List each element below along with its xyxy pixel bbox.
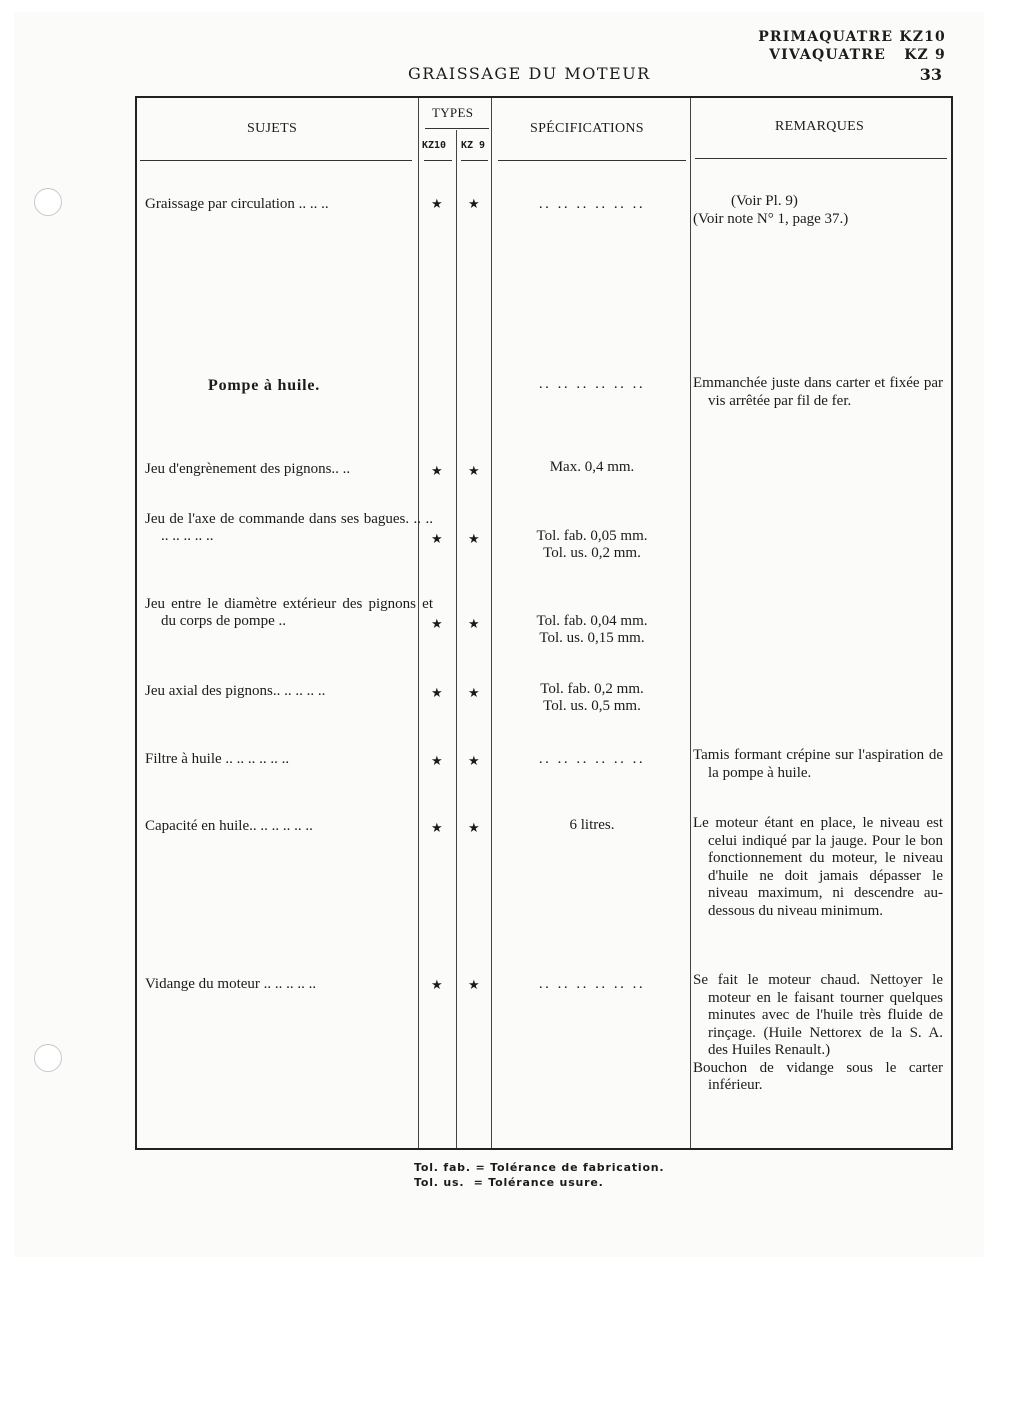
column-divider (456, 130, 457, 1148)
model-header (758, 28, 946, 64)
punch-hole (34, 188, 62, 216)
table-row-spec: .. .. .. .. .. .. (538, 376, 646, 392)
table-row-spec: .. .. .. .. .. .. (538, 976, 646, 992)
header-rule (695, 158, 947, 159)
star-kz9: ★ (468, 977, 480, 992)
table-row-remark (693, 193, 943, 228)
header-rule (461, 160, 488, 161)
table-row-subject: Vidange du moteur .. .. .. .. .. (145, 976, 317, 992)
table-row-subject: Capacité en huile.. .. .. .. .. .. (145, 818, 313, 834)
table-row-subject: Graissage par circulation .. .. .. (145, 196, 329, 212)
remark-text: Emmanchée juste dans carter et fixée par vis arrêtée par fil de fer. (693, 375, 943, 409)
table-row-subject: Jeu de l'axe de commande dans ses bagues. .. .. .. .. .. .. .. (145, 511, 433, 544)
star-kz9: ★ (468, 616, 480, 631)
model-line-2: VIVAQUATRE KZ 9 (769, 47, 946, 63)
header-rule (425, 128, 489, 129)
star-kz10: ★ (431, 977, 443, 992)
star-kz10: ★ (431, 753, 443, 768)
star-kz10: ★ (431, 685, 443, 700)
star-kz10: ★ (431, 463, 443, 478)
footnote-line: Tol. fab. = Tolérance de fabrication. (414, 1161, 665, 1174)
spec-line: Tol. fab. 0,2 mm. (540, 681, 644, 697)
remark-text: Se fait le moteur chaud. Nettoyer le moteur en le faisant tourner quelques minutes avec de l'huile très fluide de rinçage. (Huile Nettorex de la S. A. des Huiles Renault.) (693, 972, 943, 1058)
table-row-remark (693, 747, 943, 782)
table-row-spec: .. .. .. .. .. .. (538, 751, 646, 767)
table-row-remark (693, 972, 943, 1095)
star-kz9: ★ (468, 820, 480, 835)
remark-text: Bouchon de vidange sous le carter inférieur. (693, 1059, 943, 1093)
star-kz9: ★ (468, 531, 480, 546)
star-kz9: ★ (468, 196, 480, 211)
star-kz10: ★ (431, 531, 443, 546)
star-kz10: ★ (431, 616, 443, 631)
header-rule (498, 160, 686, 161)
spec-line: Tol. fab. 0,04 mm. (536, 613, 648, 629)
remark-text: Tamis formant crépine sur l'aspiration de la pompe à huile. (693, 747, 943, 781)
header-subjects: SUJETS (247, 121, 298, 136)
table-row-subject: Filtre à huile .. .. .. .. .. .. (145, 751, 290, 767)
header-specifications: SPÉCIFICATIONS (530, 121, 644, 136)
table-row-spec: 6 litres. (569, 817, 615, 833)
table-row-spec (498, 613, 686, 647)
header-kz10: KZ10 (422, 140, 447, 151)
table-row-remark (693, 375, 943, 410)
table-row-remark (693, 815, 943, 920)
table-row-spec: Max. 0,4 mm. (549, 459, 635, 475)
table-row-subject: Jeu entre le diamètre extérieur des pignons et du corps de pompe .. (145, 596, 433, 629)
remark-text: Le moteur étant en place, le niveau est celui indiqué par la jauge. Pour le bon fonctionnement du moteur, le niveau d'huile ne doit jamais dépasser le niveau maximum, ni descendre au-dessous du niveau minimum. (693, 815, 943, 919)
table-row-subject: Jeu d'engrènement des pignons.. .. (145, 461, 351, 477)
table-row-spec: .. .. .. .. .. .. (538, 196, 646, 212)
remark-line: (Voir note N° 1, page 37.) (693, 210, 849, 227)
table-row-spec (498, 528, 686, 562)
punch-hole (34, 1044, 62, 1072)
star-kz10: ★ (431, 820, 443, 835)
header-rule (140, 160, 412, 161)
spec-line: Tol. us. 0,15 mm. (539, 630, 645, 646)
header-kz9: KZ 9 (461, 140, 486, 151)
spec-line: Tol. us. 0,2 mm. (543, 545, 641, 561)
page-number: 33 (919, 65, 942, 84)
star-kz9: ★ (468, 463, 480, 478)
spec-line: Tol. fab. 0,05 mm. (536, 528, 648, 544)
star-kz10: ★ (431, 196, 443, 211)
star-kz9: ★ (468, 685, 480, 700)
footnote-line: Tol. us. = Tolérance usure. (414, 1176, 604, 1189)
model-line-1: PRIMAQUATRE KZ10 (758, 29, 946, 45)
header-remarks: REMARQUES (775, 119, 865, 134)
header-rule (424, 160, 452, 161)
remark-line: (Voir Pl. 9) (731, 193, 798, 209)
header-types: TYPES (432, 105, 474, 120)
section-heading: Pompe à huile. (208, 377, 321, 394)
footnote (414, 1160, 664, 1190)
page-title: GRAISSAGE DU MOTEUR (408, 64, 651, 83)
table-row-spec (498, 681, 686, 715)
star-kz9: ★ (468, 753, 480, 768)
spec-line: Tol. us. 0,5 mm. (543, 698, 641, 714)
table-row-subject: Jeu axial des pignons.. .. .. .. .. (145, 683, 326, 699)
column-divider (690, 98, 691, 1148)
column-divider (491, 98, 492, 1148)
